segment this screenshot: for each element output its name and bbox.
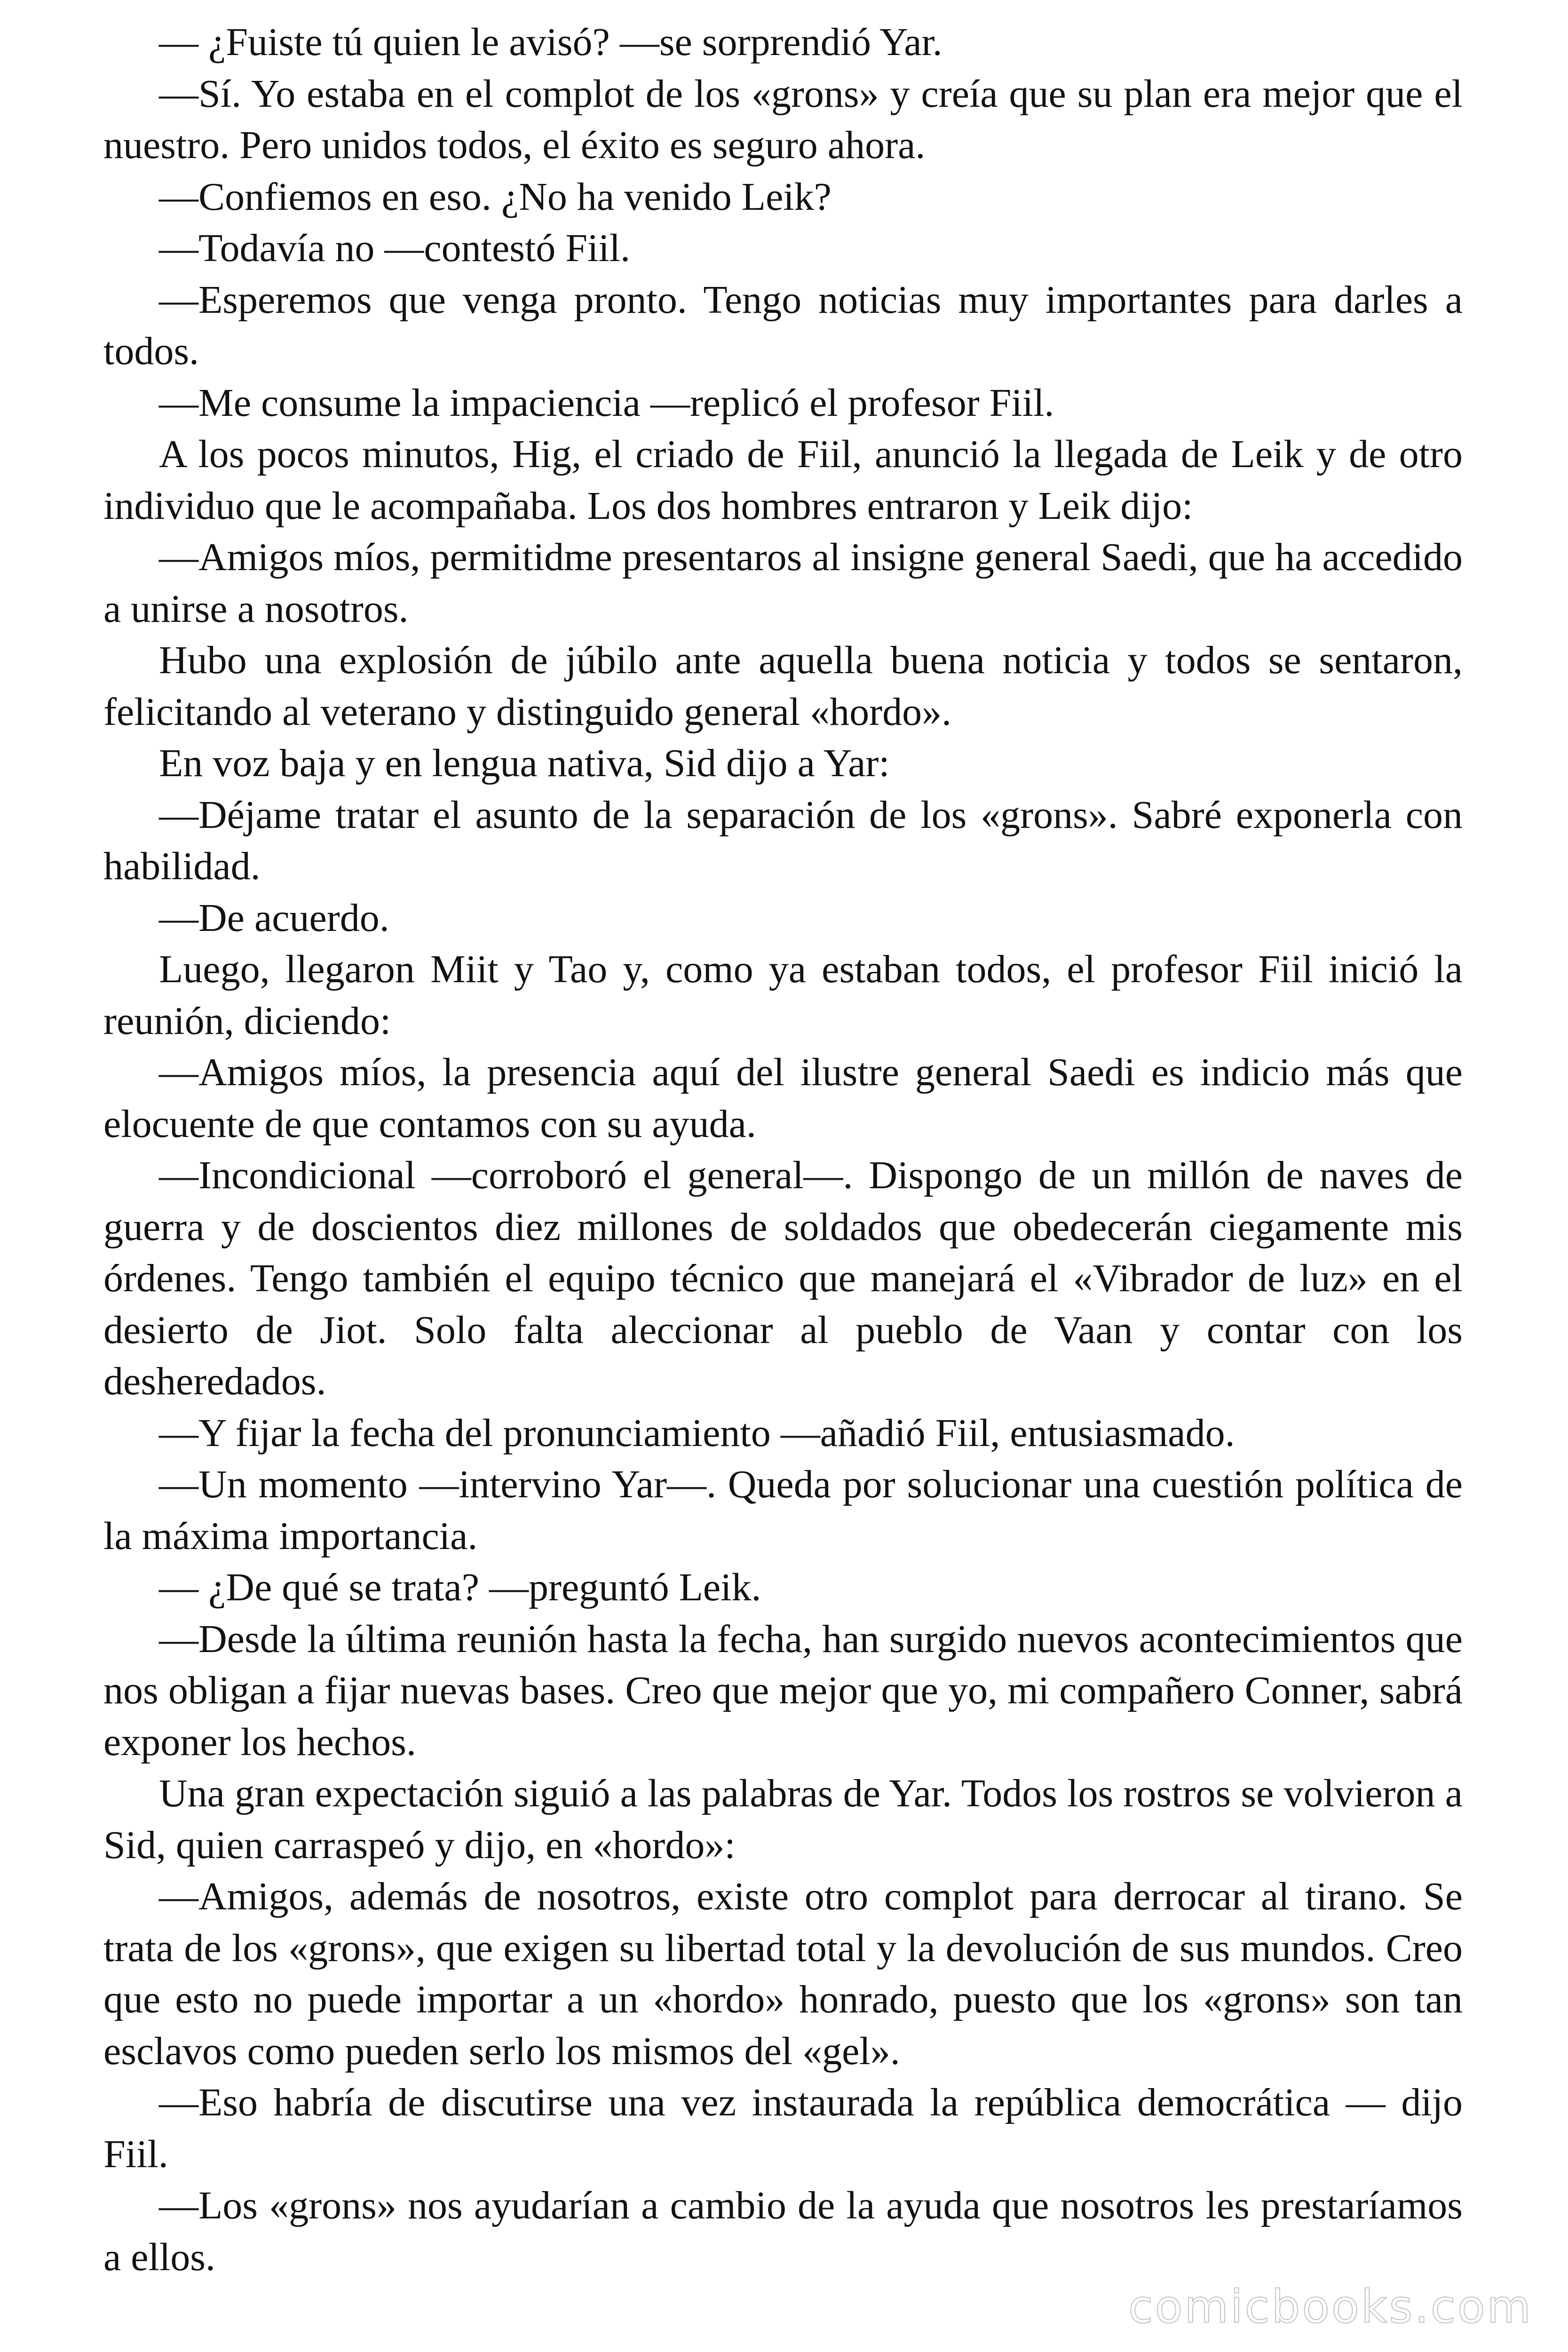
paragraph: —Un momento —intervino Yar—. Queda por solucionar una cuestión política de la máxima importancia. <box>103 1462 1463 1558</box>
paragraph: —Amigos míos, permitidme presentaros al insigne general Saedi, que ha accedido a unirse a nosotros. <box>103 535 1463 631</box>
paragraph: —Desde la última reunión hasta la fecha, han surgido nuevos acontecimientos que nos obligan a fijar nuevas bases. Creo que mejor que yo, mi compañero Conner, sabrá exponer los hechos. <box>103 1617 1463 1764</box>
paragraph: —Me consume la impaciencia —replicó el profesor Fiil. <box>159 381 1054 425</box>
paragraph: —Eso habría de discutirse una vez instaurada la república democrática — dijo Fiil. <box>103 2081 1463 2176</box>
paragraph: —Confiemos en eso. ¿No ha venido Leik? <box>159 175 832 219</box>
paragraph: —De acuerdo. <box>159 896 389 940</box>
paragraph: — ¿De qué se trata? —preguntó Leik. <box>159 1565 761 1609</box>
paragraph: —Esperemos que venga pronto. Tengo noticias muy importantes para darles a todos. <box>103 278 1463 373</box>
paragraph: —Todavía no —contestó Fiil. <box>159 226 631 270</box>
paragraph: —Amigos, además de nosotros, existe otro complot para derrocar al tirano. Se trata de los «grons», que exigen su libertad total y la devolución de sus mundos. Creo que esto no puede importar a un «hordo» honrado, puesto que los «grons» son tan esclavos como pueden serlo los mismos del «gel». <box>103 1875 1463 2073</box>
paragraph: —Amigos míos, la presencia aquí del ilustre general Saedi es indicio más que elocuente de que contamos con su ayuda. <box>103 1050 1463 1146</box>
paragraph: —Los «grons» nos ayudarían a cambio de la ayuda que nosotros les prestaríamos a ellos. <box>103 2184 1463 2279</box>
paragraph: Luego, llegaron Miit y Tao y, como ya estaban todos, el profesor Fiil inició la reunión, diciendo: <box>103 947 1463 1043</box>
paragraph: — ¿Fuiste tú quien le avisó? —se sorprendió Yar. <box>159 20 942 64</box>
paragraph: —Y fijar la fecha del pronunciamiento —añadió Fiil, entusiasmado. <box>159 1411 1235 1455</box>
paragraph: —Incondicional —corroboró el general—. Dispongo de un millón de naves de guerra y de doscientos diez millones de soldados que obedecerán ciegamente mis órdenes. Tengo también el equipo técnico que manejará el «Vibrador de luz» en el desierto de Jiot. Solo falta aleccionar al pueblo de Vaan y contar con los desheredados. <box>103 1153 1463 1403</box>
paragraph: —Déjame tratar el asunto de la separación de los «grons». Sabré exponerla con habilidad. <box>103 793 1463 888</box>
paragraph: En voz baja y en lengua nativa, Sid dijo a Yar: <box>159 741 890 785</box>
book-page-text <box>103 16 1463 2283</box>
paragraph: Una gran expectación siguió a las palabras de Yar. Todos los rostros se volvieron a Sid, quien carraspeó y dijo, en «hordo»: <box>103 1772 1463 1867</box>
paragraph: —Sí. Yo estaba en el complot de los «grons» y creía que su plan era mejor que el nuestro. Pero unidos todos, el éxito es seguro ahora. <box>103 72 1463 167</box>
watermark-text: comicbooks.com <box>1128 2280 1533 2333</box>
paragraph: Hubo una explosión de júbilo ante aquella buena noticia y todos se sentaron, felicitando al veterano y distinguido general «hordo». <box>103 638 1463 734</box>
paragraph: A los pocos minutos, Hig, el criado de Fiil, anunció la llegada de Leik y de otro individuo que le acompañaba. Los dos hombres entraron y Leik dijo: <box>103 432 1463 528</box>
